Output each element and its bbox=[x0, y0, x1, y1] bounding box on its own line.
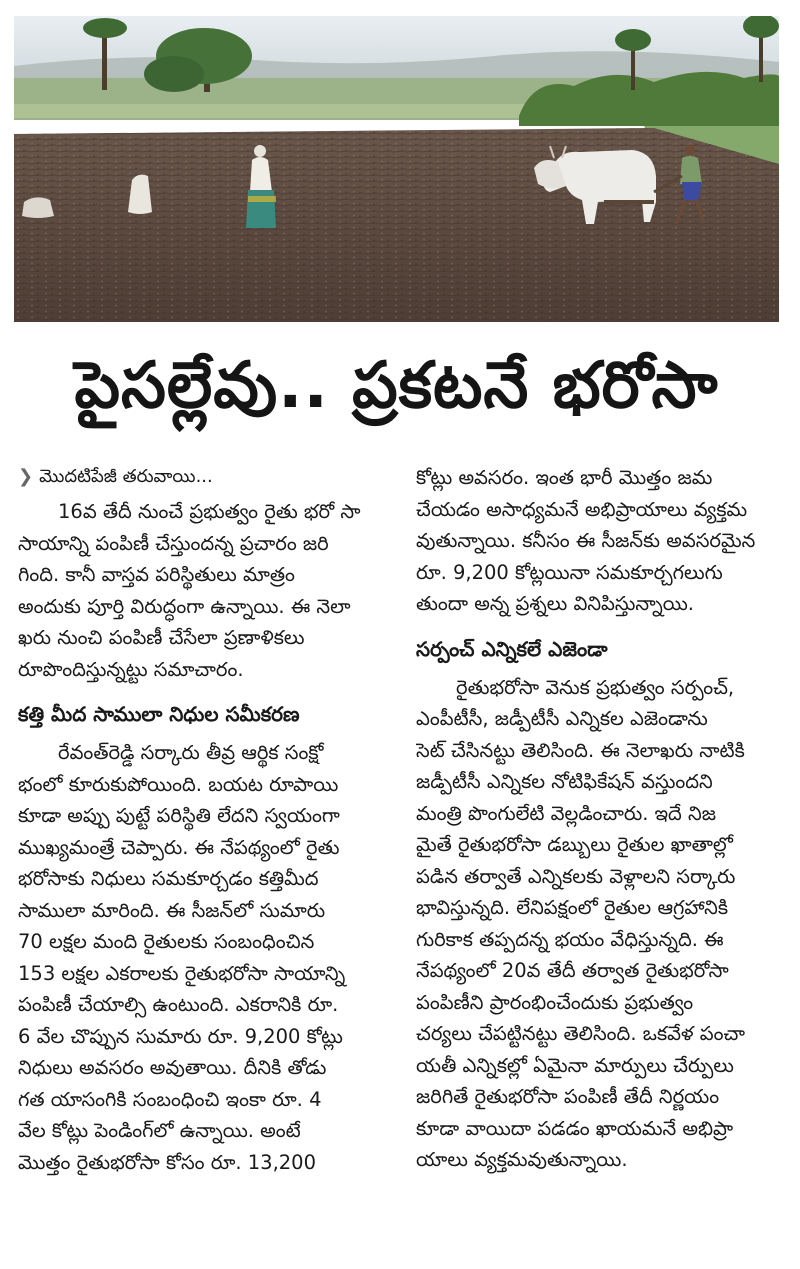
paragraph-line: నిధులు అవసరం అవుతాయి. దీనికి తోడు bbox=[18, 1056, 327, 1079]
paragraph-line: మొత్తం రైతుభరోసా కోసం రూ. 13,200 bbox=[18, 1150, 316, 1174]
farm-photo-illustration bbox=[14, 16, 779, 322]
left-column bbox=[18, 462, 390, 1178]
paragraph-line: మంత్రి పొంగులేటి వెల్లడించారు. ఇదే నిజ bbox=[416, 801, 716, 825]
elections-paragraph bbox=[416, 672, 782, 1176]
paragraph-line: భంలో కూరుకుపోయింది. బయట రూపాయి bbox=[18, 772, 339, 796]
paragraph-line: యాలు వ్యక్తమవుతున్నాయి. bbox=[416, 1148, 628, 1171]
paragraph-line: భావిస్తున్నది. లేనిపక్షంలో రైతుల ఆగ్రహానికి bbox=[416, 896, 729, 919]
paragraph-line: గురికాక తప్పదన్న భయం వేధిస్తున్నది. ఈ bbox=[416, 927, 724, 951]
paragraph-line: భరోసాకు నిధులు సమకూర్చడం కత్తిమీద bbox=[18, 867, 319, 890]
paragraph-line: కూడా అప్పు పుట్టే పరిస్థితి లేదని స్వయంగా bbox=[18, 804, 340, 827]
subheading-elections: సర్పంచ్ ఎన్నికలే ఎజెండా bbox=[416, 636, 608, 661]
paragraph-line: చేయడం అసాధ్యమనే అభిప్రాయాలు వ్యక్తమ bbox=[416, 497, 748, 521]
paragraph-line: సెట్ చేసినట్టు తెలిసింది. ఈ నెలాఖరు నాటికి bbox=[416, 738, 745, 762]
paragraph-line: రేవంత్‌రెడ్డి సర్కారు తీవ్ర ఆర్థిక సంక్షో bbox=[58, 741, 324, 764]
paragraph-line: నేపథ్యంలో 20వ తేదీ తర్వాత రైతుభరోసా bbox=[416, 959, 729, 982]
subheading-funds: కత్తి మీద సాములా నిధుల సమీకరణ bbox=[18, 702, 300, 726]
paragraph-line: ఎంపీటీసీ, జడ్పీటీసీ ఎన్నికల ఎజెండాను bbox=[416, 707, 708, 730]
paragraph-line: సాయాన్ని పంపిణీ చేస్తుందన్న ప్రచారం జరి bbox=[18, 531, 329, 555]
paragraph-line: అందుకు పూర్తి విరుద్ధంగా ఉన్నాయి. ఈ నెలా bbox=[18, 594, 351, 618]
paragraph-line: రూ. 9,200 కోట్లయినా సమకూర్చగలుగు bbox=[416, 560, 723, 584]
chevron-right-icon: ❯ bbox=[18, 466, 34, 487]
paragraph-line: పడిన తర్వాతే ఎన్నికలకు వెళ్లాలని సర్కారు bbox=[416, 864, 736, 888]
paragraph-line: తుందా అన్న ప్రశ్నలు వినిపిస్తున్నాయి. bbox=[416, 592, 695, 615]
continued-from-front-page bbox=[18, 462, 390, 492]
farm-photo bbox=[14, 16, 779, 322]
paragraph-line: గింది. కానీ వాస్తవ పరిస్థితులు మాత్రం bbox=[18, 563, 295, 586]
paragraph-line: రూపొందిస్తున్నట్టు సమాచారం. bbox=[18, 657, 244, 681]
paragraph-line: రైతుభరోసా వెనుక ప్రభుత్వం సర్పంచ్, bbox=[456, 675, 735, 699]
paragraph-line: యతీ ఎన్నికల్లో ఏమైనా మార్పులు చేర్పులు bbox=[416, 1053, 734, 1077]
paragraph-line: పంపిణీని ప్రారంభించేందుకు ప్రభుత్వం bbox=[416, 990, 694, 1014]
paragraph-line: 153 లక్షల ఎకరాలకు రైతుభరోసా సాయాన్ని bbox=[18, 961, 346, 985]
paragraph-line: జరిగితే రైతుభరోసా పంపిణీ తేదీ నిర్ణయం bbox=[416, 1085, 720, 1108]
paragraph-line: 70 లక్షల మంది రైతులకు సంబంధించిన bbox=[18, 930, 315, 953]
paragraph-line: మైతే రైతుభరోసా డబ్బులు రైతుల ఖాతాల్లో bbox=[416, 833, 734, 856]
funds-paragraph bbox=[18, 737, 390, 1178]
paragraph-line: పంపిణీ చేయాల్సి ఉంటుంది. ఎకరానికి రూ. bbox=[18, 993, 339, 1016]
paragraph-line: 16వ తేదీ నుంచే ప్రభుత్వం రైతు భరో సా bbox=[58, 500, 361, 523]
paragraph-line: కోట్లు అవసరం. ఇంత భారీ మొత్తం జమ bbox=[416, 466, 713, 489]
right-column bbox=[416, 462, 782, 1176]
paragraph-line: చర్యలు చేపట్టినట్టు తెలిసింది. ఒకవేళ పంచా bbox=[416, 1022, 746, 1045]
paragraph-line: ముఖ్యమంత్రే చెప్పారు. ఈ నేపథ్యంలో రైతు bbox=[18, 835, 340, 859]
intro-paragraph bbox=[18, 496, 390, 685]
paragraph-line: వుతున్నాయి. కనీసం ఈ సీజన్‌కు అవసరమైన bbox=[416, 529, 756, 552]
continued-label: మొదటిపేజీ తరువాయి... bbox=[39, 466, 213, 487]
paragraph-line: సాములా మారింది. ఈ సీజన్‌లో సుమారు bbox=[18, 898, 326, 922]
paragraph-line: ఖరు నుంచి పంపిణీ చేసేలా ప్రణాళికలు bbox=[18, 626, 305, 649]
paragraph-line: వేల కోట్లు పెండింగ్‌లో ఉన్నాయి. అంటే bbox=[18, 1119, 301, 1142]
paragraph-line: జడ్పీటీసీ ఎన్నికల నోటిఫికేషన్ వస్తుందని bbox=[416, 770, 713, 793]
paragraph-line: గత యాసంగికి సంబంధించి ఇంకా రూ. 4 bbox=[18, 1087, 322, 1111]
headline: పైసల్లేవు.. ప్రకటనే భరోసా bbox=[74, 349, 719, 423]
paragraph-line: కూడా వాయిదా పడడం ఖాయమనే అభిప్రా bbox=[416, 1116, 734, 1140]
paragraph-line: 6 వేల చొప్పున సుమారు రూ. 9,200 కోట్లు bbox=[18, 1024, 343, 1048]
funds-paragraph-continued bbox=[416, 462, 782, 620]
